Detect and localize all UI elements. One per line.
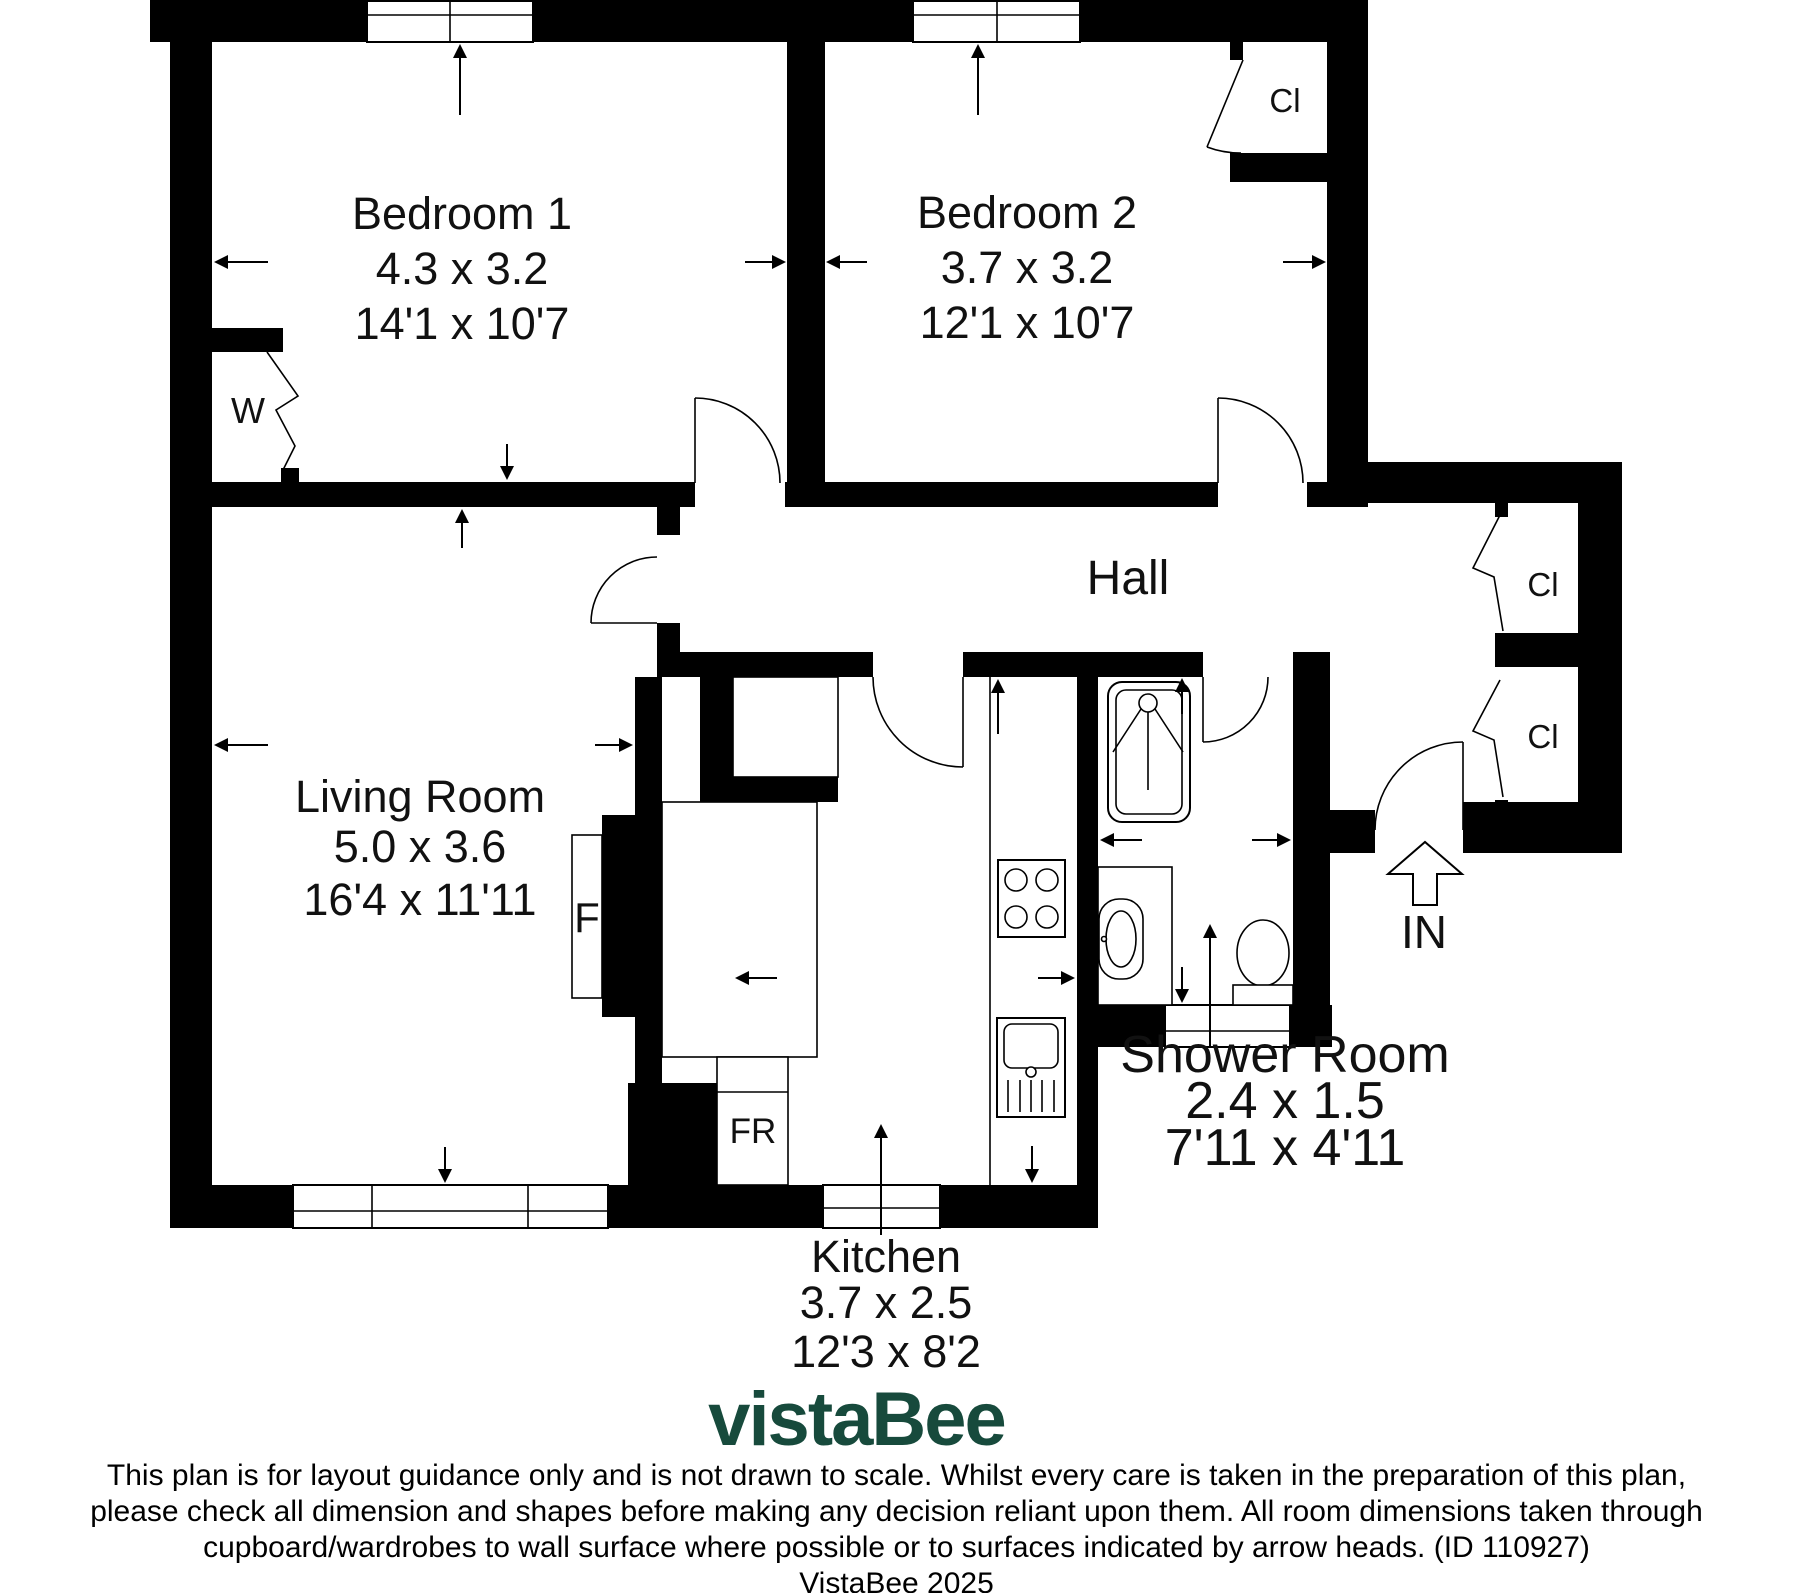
- room-label-bedroom2: [917, 187, 1137, 348]
- living-room-window: [293, 1185, 608, 1228]
- closet-label-lower: Cl: [1527, 718, 1559, 755]
- copyright: VistaBee 2025: [799, 1567, 994, 1593]
- living-room-imperial: 16'4 x 11'11: [303, 874, 537, 925]
- wardrobe-label: W: [231, 390, 265, 431]
- kitchen-tall-unit: [662, 802, 817, 1057]
- kitchen-imperial: 12'3 x 8'2: [791, 1326, 981, 1377]
- bedroom1-name: Bedroom 1: [351, 188, 573, 239]
- bedroom2-closet-door: [1207, 60, 1243, 153]
- living-room-metric: 5.0 x 3.6: [333, 821, 507, 872]
- kitchen-unit: [733, 677, 838, 777]
- wash-basin: [1098, 867, 1172, 1005]
- room-label-living-room: [295, 771, 545, 925]
- bedroom2-door: [1218, 398, 1303, 483]
- bedroom2-metric: 3.7 x 3.2: [940, 242, 1114, 293]
- living-room-door: [591, 557, 657, 623]
- vistabee-logo: vistaBee: [708, 1377, 1005, 1462]
- bedroom2-imperial: 12'1 x 10'7: [919, 297, 1135, 348]
- entry-door: [1375, 742, 1463, 830]
- entrance-label: IN: [1401, 906, 1447, 958]
- closet-label-upper: Cl: [1527, 566, 1559, 603]
- bedroom2-name: Bedroom 2: [916, 187, 1138, 238]
- shower-room-door: [1203, 677, 1268, 742]
- shower-room-fixtures: [1098, 682, 1293, 1005]
- bedroom1-window: [367, 1, 533, 42]
- disclaimer-line-2: please check all dimension and shapes before making any decision reliant upon them. All room dimensions taken through: [90, 1495, 1703, 1528]
- kitchen-metric: 3.7 x 2.5: [799, 1277, 973, 1328]
- bedroom1-imperial: 14'1 x 10'7: [354, 298, 570, 349]
- shower-room-imperial: 7'11 x 4'11: [1164, 1119, 1406, 1177]
- fireplace-label: F: [574, 894, 600, 941]
- bedroom1-metric: 4.3 x 3.2: [375, 243, 549, 294]
- room-label-bedroom1: [352, 188, 572, 349]
- closet-lower-bifold-door: [1473, 680, 1503, 797]
- kitchen-name: Kitchen: [810, 1231, 962, 1282]
- wardrobe-bifold-door: [267, 352, 298, 472]
- room-label-shower-room: [1120, 1026, 1449, 1177]
- disclaimer: [0, 1458, 1793, 1593]
- disclaimer-line-3: cupboard/wardrobes to wall surface where possible or to surfaces indicated by arrow heads. (ID 110927): [203, 1531, 1590, 1564]
- shower-tray: [1108, 682, 1190, 822]
- bedroom1-door: [695, 398, 780, 483]
- hob: [998, 860, 1065, 937]
- bedroom2-window: [913, 1, 1080, 42]
- living-room-name: Living Room: [294, 771, 546, 822]
- room-label-kitchen: [791, 1231, 981, 1377]
- closet-label-bedroom2: Cl: [1269, 82, 1301, 119]
- hall-label: Hall: [1086, 552, 1170, 605]
- closet-upper-bifold-door: [1473, 515, 1503, 631]
- shower-room-metric: 2.4 x 1.5: [1185, 1072, 1385, 1130]
- shower-room-name: Shower Room: [1120, 1026, 1450, 1084]
- toilet: [1233, 920, 1293, 1005]
- entrance-arrow-icon: [1388, 842, 1462, 905]
- disclaimer-line-1: This plan is for layout guidance only and is not drawn to scale. Whilst every care is taken in the preparation of this plan,: [106, 1459, 1687, 1492]
- fridge-label: FR: [729, 1112, 777, 1151]
- kitchen-sink: [997, 1018, 1065, 1117]
- kitchen-door: [873, 677, 963, 767]
